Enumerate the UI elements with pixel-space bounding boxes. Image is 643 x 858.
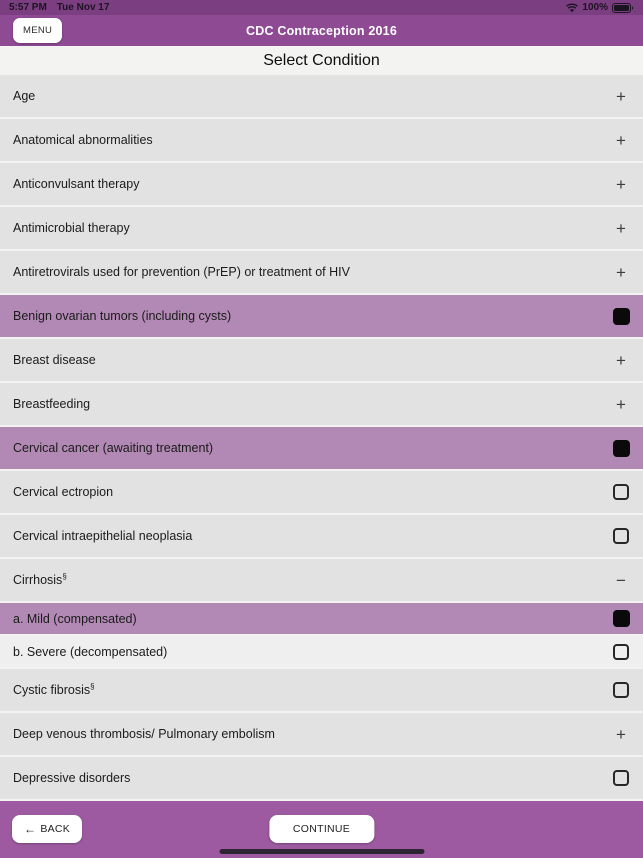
row-indicator — [612, 264, 630, 281]
footer-bar — [0, 801, 643, 858]
checkbox-checked-icon[interactable] — [613, 440, 630, 457]
condition-row[interactable] — [0, 295, 643, 337]
home-indicator[interactable] — [219, 849, 424, 854]
expand-plus-icon: + — [616, 394, 626, 414]
condition-label: Age — [13, 89, 36, 104]
condition-label: Cervical ectropion — [13, 485, 114, 500]
row-indicator — [612, 308, 630, 325]
condition-row[interactable] — [0, 515, 643, 557]
condition-row[interactable] — [0, 163, 643, 205]
expand-plus-icon: + — [616, 86, 626, 106]
condition-label: Cirrhosis§ — [13, 572, 67, 588]
expand-plus-icon: + — [616, 724, 626, 744]
expand-plus-icon: + — [616, 218, 626, 238]
row-indicator — [612, 610, 630, 627]
condition-row[interactable] — [0, 471, 643, 513]
condition-label: Anatomical abnormalities — [13, 133, 153, 148]
condition-label: Breast disease — [13, 353, 96, 368]
row-indicator — [612, 682, 630, 698]
status-date: Tue Nov 17 — [56, 2, 110, 13]
continue-button-label: CONTINUE — [292, 823, 351, 835]
back-button-label: BACK — [40, 823, 71, 835]
condition-label: Benign ovarian tumors (including cysts) — [13, 309, 232, 324]
row-indicator — [612, 132, 630, 149]
condition-row[interactable] — [0, 559, 643, 601]
condition-label: Cervical cancer (awaiting treatment) — [13, 441, 214, 456]
row-indicator — [612, 726, 630, 743]
row-indicator — [612, 528, 630, 544]
battery-percent: 100% — [582, 2, 608, 13]
page-title-band — [0, 46, 643, 75]
condition-row[interactable] — [0, 603, 643, 634]
condition-row[interactable] — [0, 757, 643, 799]
condition-label: Antimicrobial therapy — [13, 221, 130, 236]
checkbox-unchecked-icon[interactable] — [613, 682, 629, 698]
page-title: Select Condition — [263, 51, 380, 69]
checkbox-unchecked-icon[interactable] — [613, 770, 629, 786]
condition-row[interactable] — [0, 713, 643, 755]
battery-icon — [612, 3, 634, 13]
expand-plus-icon: + — [616, 350, 626, 370]
condition-label: Cervical intraepithelial neoplasia — [13, 529, 193, 544]
condition-list — [0, 75, 643, 799]
app-title: CDC Contraception 2016 — [246, 23, 397, 38]
row-indicator — [612, 396, 630, 413]
condition-label: Anticonvulsant therapy — [13, 177, 140, 192]
checkbox-unchecked-icon[interactable] — [613, 484, 629, 500]
checkbox-checked-icon[interactable] — [613, 610, 630, 627]
condition-label: Breastfeeding — [13, 397, 91, 412]
expand-plus-icon: + — [616, 174, 626, 194]
condition-row[interactable] — [0, 207, 643, 249]
condition-label: Deep venous thrombosis/ Pulmonary embolism — [13, 727, 275, 742]
expand-plus-icon: + — [616, 130, 626, 150]
row-indicator — [612, 770, 630, 786]
status-bar — [0, 0, 643, 15]
condition-label: b. Severe (decompensated) — [13, 645, 168, 660]
condition-row[interactable] — [0, 636, 643, 667]
condition-row[interactable] — [0, 339, 643, 381]
app-header — [0, 15, 643, 46]
row-indicator — [612, 572, 630, 589]
back-button[interactable] — [12, 815, 82, 843]
continue-button[interactable] — [269, 815, 374, 843]
condition-row[interactable] — [0, 383, 643, 425]
condition-row[interactable] — [0, 75, 643, 117]
back-arrow-icon: ← — [24, 822, 37, 836]
checkbox-unchecked-icon[interactable] — [613, 644, 629, 660]
condition-row[interactable] — [0, 119, 643, 161]
condition-label: Cystic fibrosis§ — [13, 682, 95, 698]
status-time: 5:57 PM — [9, 2, 47, 13]
row-indicator — [612, 352, 630, 369]
row-indicator — [612, 440, 630, 457]
row-indicator — [612, 220, 630, 237]
checkbox-checked-icon[interactable] — [613, 308, 630, 325]
condition-row[interactable] — [0, 669, 643, 711]
condition-row[interactable] — [0, 251, 643, 293]
condition-label: Antiretrovirals used for prevention (PrEP) or treatment of HIV — [13, 265, 350, 280]
checkbox-unchecked-icon[interactable] — [613, 528, 629, 544]
collapse-minus-icon: − — [616, 570, 626, 590]
condition-label: a. Mild (compensated) — [13, 612, 137, 627]
expand-plus-icon: + — [616, 262, 626, 282]
row-indicator — [612, 176, 630, 193]
condition-label: Depressive disorders — [13, 771, 131, 786]
row-indicator — [612, 644, 630, 660]
row-indicator — [612, 484, 630, 500]
row-indicator — [612, 88, 630, 105]
wifi-icon — [566, 3, 578, 13]
menu-button[interactable]: MENU — [13, 18, 62, 43]
condition-row[interactable] — [0, 427, 643, 469]
